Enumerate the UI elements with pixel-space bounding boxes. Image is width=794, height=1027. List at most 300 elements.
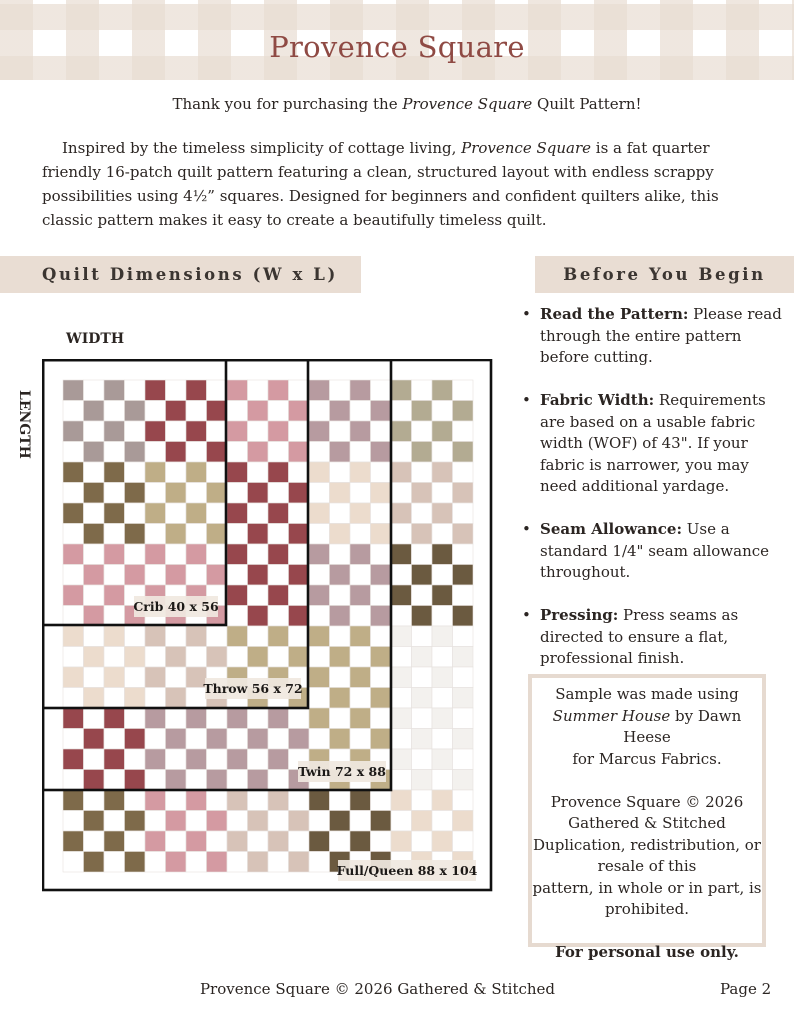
quilt-square [186,647,207,668]
quilt-square [309,811,330,832]
quilt-square [207,770,228,791]
quilt-square [84,708,105,729]
quilt-square [453,667,474,688]
quilt-square [145,770,166,791]
quilt-square [104,708,125,729]
quilt-square [227,401,248,422]
quilt-square [145,565,166,586]
quilt-square [289,442,310,463]
quilt-square [391,483,412,504]
length-axis-label: LENGTH [16,390,32,459]
quilt-square [84,585,105,606]
quilt-square [453,708,474,729]
quilt-square [268,401,289,422]
quilt-square [145,483,166,504]
quilt-square [166,503,187,524]
quilt-square [63,503,84,524]
quilt-square [350,831,371,852]
quilt-square [227,626,248,647]
quilt-square [412,585,433,606]
quilt-square [412,626,433,647]
quilt-square [104,585,125,606]
quilt-square [289,708,310,729]
quilt-square [227,729,248,750]
bullet-text: Use a standard 1/4" seam allowance throughout. [540,520,770,581]
list-item [520,605,790,670]
thanks-suffix: Quilt Pattern! [532,95,642,113]
quilt-square [289,462,310,483]
quilt-square [432,708,453,729]
quilt-square [309,688,330,709]
quilt-square [268,585,289,606]
quilt-square [330,483,351,504]
quilt-square [412,729,433,750]
quilt-square [268,462,289,483]
quilt-square [104,688,125,709]
bullet-term: Fabric Width: [540,391,655,409]
quilt-square [125,503,146,524]
quilt-square [63,483,84,504]
quilt-square [371,524,392,545]
quilt-square [330,442,351,463]
quilt-square [391,462,412,483]
quilt-square [350,524,371,545]
quilt-square [268,421,289,442]
list-item [520,304,790,369]
quilt-square [63,708,84,729]
personal-use-note: For personal use only. [555,943,739,961]
quilt-square [145,749,166,770]
quilt-square [186,462,207,483]
quilt-square [145,852,166,873]
quilt-square [145,524,166,545]
quilt-square [412,524,433,545]
quilt-square [289,790,310,811]
quilt-square [453,626,474,647]
quilt-square [289,811,310,832]
quilt-square [248,380,269,401]
quilt-square [104,483,125,504]
quilt-square [432,770,453,791]
quilt-square [268,831,289,852]
quilt-square [268,483,289,504]
quilt-square [391,606,412,627]
quilt-square [145,544,166,565]
quilt-square [227,852,248,873]
quilt-square [248,421,269,442]
quilt-square [309,544,330,565]
quilt-square [63,401,84,422]
quilt-square [391,708,412,729]
quilt-square [330,462,351,483]
quilt-square [350,442,371,463]
quilt-square [125,647,146,668]
quilt-square [391,442,412,463]
quilt-square [186,708,207,729]
quilt-square [63,524,84,545]
quilt-square [432,503,453,524]
quilt-square [391,790,412,811]
size-label: Throw 56 x 72 [203,681,303,696]
intro-pattern-name: Provence Square [461,139,592,157]
quilt-square [63,811,84,832]
quilt-square [412,565,433,586]
quilt-square [289,729,310,750]
page-title: Provence Square [269,30,525,64]
quilt-square [227,790,248,811]
quilt-square [227,503,248,524]
quilt-square [125,380,146,401]
quilt-square [84,606,105,627]
copyright-line: Gathered & Stitched [568,814,726,832]
quilt-square [166,647,187,668]
quilt-square [248,442,269,463]
quilt-square [207,626,228,647]
quilt-square [330,380,351,401]
quilt-square [309,442,330,463]
quilt-square [350,790,371,811]
quilt-square [125,831,146,852]
copyright-line: Provence Square © 2026 [550,792,744,811]
list-item [520,519,790,584]
quilt-square [166,462,187,483]
quilt-square [391,811,412,832]
quilt-square [63,380,84,401]
quilt-square [248,852,269,873]
quilt-square [289,565,310,586]
quilt-square [207,565,228,586]
quilt-square [453,401,474,422]
quilt-square [412,483,433,504]
thank-you-line [0,95,794,113]
quilt-square [166,565,187,586]
quilt-square [248,626,269,647]
quilt-square [207,401,228,422]
quilt-square [309,401,330,422]
quilt-square [432,749,453,770]
quilt-square [350,811,371,832]
quilt-square [248,770,269,791]
quilt-square [166,708,187,729]
quilt-square [391,729,412,750]
quilt-square [268,442,289,463]
quilt-square [453,749,474,770]
quilt-square [145,647,166,668]
quilt-square [453,421,474,442]
quilt-square [186,442,207,463]
quilt-square [63,626,84,647]
quilt-square [104,421,125,442]
quilt-square [207,380,228,401]
quilt-square [84,544,105,565]
quilt-square [453,770,474,791]
quilt-square [248,749,269,770]
quilt-square [412,647,433,668]
quilt-square [207,524,228,545]
quilt-square [412,421,433,442]
quilt-square [289,626,310,647]
quilt-square [350,688,371,709]
quilt-square [227,524,248,545]
quilt-square [432,811,453,832]
quilt-square [412,401,433,422]
quilt-square [289,503,310,524]
quilt-square [63,729,84,750]
quilt-square [145,688,166,709]
quilt-square [309,524,330,545]
quilt-square [453,524,474,545]
quilt-square [268,544,289,565]
quilt-square [166,688,187,709]
sample-fabric-line [532,706,762,749]
quilt-square [84,729,105,750]
quilt-square [248,585,269,606]
quilt-square [84,790,105,811]
quilt-square [330,401,351,422]
quilt-square [166,524,187,545]
quilt-square [63,852,84,873]
quilt-square [268,647,289,668]
quilt-square [104,380,125,401]
footer-copyright: Provence Square © 2026 Gathered & Stitched [199,980,556,998]
quilt-square [309,503,330,524]
quilt-square [104,749,125,770]
quilt-square [63,544,84,565]
quilt-dimensions-heading: Quilt Dimensions (W x L) [0,256,361,293]
quilt-square [248,483,269,504]
quilt-square [330,524,351,545]
copyright-line: prohibited. [605,900,689,918]
quilt-square [145,442,166,463]
quilt-square [309,585,330,606]
quilt-square [371,585,392,606]
quilt-square [432,585,453,606]
quilt-square [432,483,453,504]
quilt-square [268,811,289,832]
quilt-square [145,667,166,688]
quilt-square [166,749,187,770]
quilt-square [453,544,474,565]
quilt-square [309,565,330,586]
quilt-square [432,380,453,401]
quilt-square [391,749,412,770]
quilt-square [391,544,412,565]
quilt-square [330,421,351,442]
quilt-square [453,811,474,832]
quilt-square [84,688,105,709]
quilt-square [289,380,310,401]
quilt-square [350,483,371,504]
quilt-square [145,790,166,811]
quilt-square [371,503,392,524]
intro-part2: is a fat quarter friendly 16-patch quilt pattern featuring a clean, structured layout with endless scrappy possibilities using 4½” squares. Designed for beginners and confident quilters alike, this classic pattern makes it easy to create a beautifully timeless quilt. [42,139,719,229]
quilt-square [227,770,248,791]
quilt-square [145,421,166,442]
quilt-square [309,647,330,668]
quilt-square [289,831,310,852]
quilt-square [125,688,146,709]
quilt-square [309,462,330,483]
quilt-square [330,544,351,565]
quilt-square [371,606,392,627]
quilt-square [104,770,125,791]
quilt-square [248,401,269,422]
sample-line: Sample was made using [555,685,739,703]
quilt-square [248,811,269,832]
quilt-square [125,462,146,483]
quilt-square [453,503,474,524]
quilt-square [145,708,166,729]
quilt-square [104,462,125,483]
quilt-square [63,442,84,463]
quilt-square [371,729,392,750]
thanks-prefix: Thank you for purchasing the [172,95,403,113]
quilt-square [227,647,248,668]
quilt-square [432,544,453,565]
quilt-square [145,729,166,750]
quilt-square [227,544,248,565]
quilt-square [289,421,310,442]
quilt-square [166,380,187,401]
quilt-square [125,442,146,463]
quilt-square [412,770,433,791]
quilt-square [104,565,125,586]
thanks-pattern-name: Provence Square [402,95,533,113]
quilt-square [145,401,166,422]
quilt-square [248,524,269,545]
quilt-square [453,729,474,750]
quilt-square [268,503,289,524]
quilt-square [166,421,187,442]
quilt-square [330,503,351,524]
quilt-square [104,831,125,852]
fabric-collection-name: Summer House [552,706,671,725]
quilt-square [309,606,330,627]
quilt-square [145,811,166,832]
quilt-square [412,749,433,770]
quilt-square [453,483,474,504]
quilt-square [125,749,146,770]
copyright-line: pattern, in whole or in part, is [532,878,762,897]
quilt-square [412,544,433,565]
quilt-square [350,667,371,688]
quilt-square [309,831,330,852]
quilt-square [227,708,248,729]
quilt-size-diagram [42,359,494,893]
quilt-square [371,688,392,709]
quilt-square [371,544,392,565]
bullet-term: Pressing: [540,606,619,624]
quilt-square [125,708,146,729]
quilt-square [432,790,453,811]
quilt-square [412,688,433,709]
quilt-square [371,462,392,483]
quilt-square [63,790,84,811]
intro-paragraph [42,136,762,232]
copyright-line: resale of this [597,857,697,875]
quilt-square [350,380,371,401]
quilt-square [289,647,310,668]
list-item [520,390,790,498]
quilt-square [309,667,330,688]
quilt-square [104,729,125,750]
quilt-square [268,852,289,873]
size-label: Crib 40 x 56 [133,599,219,614]
quilt-square [391,688,412,709]
quilt-square [166,483,187,504]
quilt-square [186,544,207,565]
quilt-square [412,503,433,524]
quilt-square [289,606,310,627]
quilt-square [330,585,351,606]
quilt-square [412,462,433,483]
quilt-square [104,442,125,463]
designer-text: by Dawn Heese [623,706,742,746]
quilt-square [412,790,433,811]
quilt-square [125,421,146,442]
quilt-square [145,626,166,647]
quilt-square [207,811,228,832]
quilt-square [391,380,412,401]
quilt-square [125,770,146,791]
quilt-square [84,401,105,422]
page-number: Page 2 [720,980,772,998]
quilt-square [227,749,248,770]
bullet-text: Press seams as directed to ensure a flat, professional finish. [540,606,739,667]
quilt-square [207,729,228,750]
quilt-square [432,524,453,545]
quilt-square [391,770,412,791]
quilt-square [268,749,289,770]
quilt-square [84,524,105,545]
quilt-square [350,421,371,442]
quilt-square [432,565,453,586]
quilt-square [227,811,248,832]
quilt-square [412,667,433,688]
quilt-square [227,442,248,463]
quilt-square [63,749,84,770]
quilt-square [63,585,84,606]
quilt-square [371,708,392,729]
quilt-square [453,442,474,463]
quilt-square [330,647,351,668]
quilt-square [63,688,84,709]
quilt-square [186,729,207,750]
quilt-square [391,585,412,606]
quilt-square [186,421,207,442]
quilt-square [104,544,125,565]
quilt-square [432,442,453,463]
quilt-square [371,380,392,401]
quilt-square [289,585,310,606]
quilt-square [371,811,392,832]
sample-info-box [528,674,766,961]
quilt-square [104,503,125,524]
quilt-square [186,626,207,647]
quilt-square [125,811,146,832]
quilt-square [330,831,351,852]
quilt-square [166,811,187,832]
quilt-square [186,565,207,586]
quilt-square [453,585,474,606]
quilt-square [84,442,105,463]
quilt-square [412,606,433,627]
quilt-square [330,811,351,832]
quilt-square [104,852,125,873]
intro-part1: Inspired by the timeless simplicity of cottage living, [62,139,462,157]
quilt-square [248,708,269,729]
quilt-square [186,770,207,791]
